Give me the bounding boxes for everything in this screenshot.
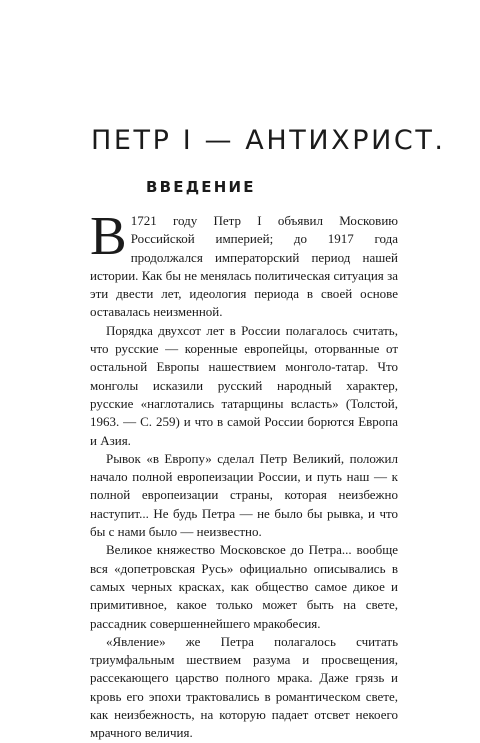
paragraph-3: Рывок «в Европу» сделал Петр Великий, положил начало полной европеизации России, и путь наш — к полной европеизации страны, которая неизбежно наступит... Не будь Петра — не было бы рывка, и что бы с нами было — неизвестно. <box>90 450 398 540</box>
paragraph-2: Порядка двухсот лет в России полагалось считать, что русские — коренные европейцы, оторванные от остальной Европы нашествием монголо-татар. Что монголы исказили русский народный характер, русские «наглотались татарщины всласть» (Толстой, 1963. — С. 259) и что в самой России борются Европа и Азия. <box>90 322 398 448</box>
paragraph-1-text: 1721 году Петр I объявил Московию Российской империей; до 1917 года продолжался императорский период нашей истории. Как бы не менялась политическая ситуация за эти двести лет, идеология периода в своей основе оставалась неизменной. <box>90 213 398 320</box>
paragraph-4: Великое княжество Московское до Петра... вообще вся «допетровская Русь» официально описывались в самых черных красках, как общество самое дикое и примитивное, какое только может быть на свете, рассадник совершеннейшего мракобесия. <box>90 542 398 631</box>
body-text <box>90 205 398 743</box>
section-title: ВВЕДЕНИЕ <box>146 178 256 196</box>
paragraph-1 <box>90 205 398 322</box>
paragraph-5: «Явление» же Петра полагалось считать триумфальным шествием разума и просвещения, рассекающего царство полного мрака. Даже грязь и кровь его эпохи трактовались в романтическом свете, как неизбежность, на которую падает отсвет некоего мрачного величия. <box>90 633 398 741</box>
drop-cap: В <box>90 205 127 266</box>
chapter-title: ПЕТР I — АНТИХРИСТ. <box>91 125 446 156</box>
